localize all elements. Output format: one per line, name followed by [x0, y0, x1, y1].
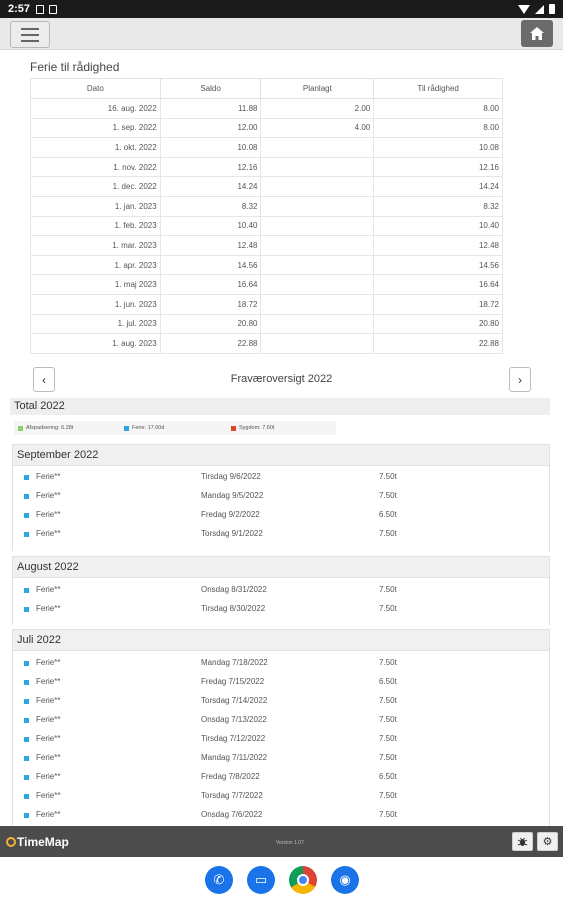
table-cell: 10.40 — [160, 216, 261, 236]
entry-date: Torsdag 7/14/2022 — [201, 696, 268, 705]
column-header: Til rådighed — [374, 79, 503, 99]
version-label: Version 1.07 — [276, 840, 304, 846]
table-cell: 16.64 — [374, 275, 503, 295]
list-item[interactable] — [24, 752, 544, 771]
table-cell — [261, 275, 374, 295]
entry-kind: Ferie** — [36, 696, 61, 705]
table-cell: 1. maj 2023 — [31, 275, 161, 295]
next-year-button[interactable]: › — [509, 367, 531, 392]
sim-icon — [36, 5, 44, 14]
list-item[interactable] — [24, 657, 544, 676]
ferie-color-icon — [24, 661, 29, 666]
entry-date: Onsdag 7/6/2022 — [201, 810, 263, 819]
android-dock — [0, 857, 563, 900]
table-cell: 1. jul. 2023 — [31, 314, 161, 334]
list-item[interactable] — [24, 695, 544, 714]
entry-kind: Ferie** — [36, 604, 61, 613]
table-cell — [261, 236, 374, 256]
entry-date: Fredag 9/2/2022 — [201, 510, 260, 519]
ferie-color-icon — [24, 794, 29, 799]
list-item[interactable] — [24, 584, 544, 603]
entry-hours: 7.50t — [379, 472, 397, 481]
table-cell — [261, 196, 374, 216]
entry-kind: Ferie** — [36, 510, 61, 519]
entry-hours: 7.50t — [379, 791, 397, 800]
table-cell: 2.00 — [261, 99, 374, 119]
entry-kind: Ferie** — [36, 791, 61, 800]
entry-kind: Ferie** — [36, 753, 61, 762]
legend-item — [124, 425, 164, 431]
legend-label: Ferie: 17.00d — [132, 425, 165, 431]
table-cell: 1. jan. 2023 — [31, 196, 161, 216]
table-cell: 12.16 — [374, 157, 503, 177]
hamburger-icon[interactable] — [10, 21, 50, 48]
entry-hours: 6.50t — [379, 510, 397, 519]
table-cell: 14.56 — [374, 255, 503, 275]
table-cell — [261, 138, 374, 158]
table-cell: 1. apr. 2023 — [31, 255, 161, 275]
logo-text: TimeMap — [17, 835, 69, 849]
list-item[interactable] — [24, 528, 544, 547]
entry-date: Torsdag 9/1/2022 — [201, 529, 263, 538]
entry-kind: Ferie** — [36, 472, 61, 481]
entry-hours: 7.50t — [379, 715, 397, 724]
entry-hours: 7.50t — [379, 734, 397, 743]
entry-kind: Ferie** — [36, 491, 61, 500]
table-cell: 1. sep. 2022 — [31, 118, 161, 138]
table-cell: 10.08 — [160, 138, 261, 158]
table-cell: 10.08 — [374, 138, 503, 158]
table-cell: 18.72 — [374, 294, 503, 314]
list-item[interactable] — [24, 603, 544, 622]
table-cell: 20.80 — [160, 314, 261, 334]
column-header: Planlagt — [261, 79, 374, 99]
messages-icon[interactable]: ▭ — [247, 866, 275, 894]
table-cell: 1. okt. 2022 — [31, 138, 161, 158]
home-icon — [530, 27, 544, 40]
entry-hours: 7.50t — [379, 753, 397, 762]
ferie-color-icon — [24, 513, 29, 518]
table-cell: 18.72 — [160, 294, 261, 314]
table-row — [31, 294, 503, 314]
table-cell — [261, 314, 374, 334]
bug-report-button[interactable] — [512, 832, 533, 851]
table-cell — [261, 177, 374, 197]
list-item[interactable] — [24, 509, 544, 528]
status-bar — [0, 0, 563, 18]
ferie-color-icon — [24, 775, 29, 780]
entry-kind: Ferie** — [36, 772, 61, 781]
timemap-logo — [6, 835, 69, 849]
status-time: 2:57 — [8, 3, 31, 15]
ferie-color-icon — [24, 494, 29, 499]
settings-button[interactable] — [537, 832, 558, 851]
entry-hours: 7.50t — [379, 585, 397, 594]
table-cell: 12.48 — [374, 236, 503, 256]
table-cell: 20.80 — [374, 314, 503, 334]
table-cell: 16. aug. 2022 — [31, 99, 161, 119]
phone-icon[interactable]: ✆ — [205, 866, 233, 894]
ferie-color-icon — [24, 813, 29, 818]
prev-year-button[interactable]: ‹ — [33, 367, 55, 392]
list-item[interactable] — [24, 471, 544, 490]
table-cell: 16.64 — [160, 275, 261, 295]
wifi-icon — [518, 5, 530, 14]
table-cell: 8.00 — [374, 99, 503, 119]
logo-ring-icon — [6, 837, 16, 847]
table-row — [31, 314, 503, 334]
overview-title: Fraværoversigt 2022 — [230, 373, 333, 385]
bug-icon — [517, 836, 528, 847]
entry-date: Onsdag 8/31/2022 — [201, 585, 267, 594]
table-row — [31, 99, 503, 119]
list-item[interactable] — [24, 676, 544, 695]
entry-date: Mandag 7/11/2022 — [201, 753, 268, 762]
ferie-color-icon — [24, 588, 29, 593]
app-bar — [0, 18, 563, 50]
table-row — [31, 255, 503, 275]
entry-hours: 7.50t — [379, 696, 397, 705]
ferie-color-icon — [24, 756, 29, 761]
table-cell: 4.00 — [261, 118, 374, 138]
table-cell: 8.32 — [374, 196, 503, 216]
entry-hours: 7.50t — [379, 491, 397, 500]
table-cell: 8.32 — [160, 196, 261, 216]
entry-date: Mandag 7/18/2022 — [201, 658, 268, 667]
list-item[interactable] — [24, 790, 544, 809]
entry-date: Fredag 7/8/2022 — [201, 772, 260, 781]
column-header: Saldo — [160, 79, 261, 99]
chrome-icon[interactable] — [289, 866, 317, 894]
table-row — [31, 236, 503, 256]
list-item[interactable] — [24, 771, 544, 790]
ferie-color-icon — [24, 699, 29, 704]
entry-hours: 7.50t — [379, 658, 397, 667]
entry-hours: 6.50t — [379, 677, 397, 686]
table-cell: 14.24 — [374, 177, 503, 197]
table-cell: 10.40 — [374, 216, 503, 236]
month-title: August 2022 — [13, 557, 549, 578]
table-row — [31, 157, 503, 177]
table-cell: 12.16 — [160, 157, 261, 177]
entry-date: Tirsdag 8/30/2022 — [201, 604, 266, 613]
table-cell — [261, 157, 374, 177]
table-row — [31, 334, 503, 354]
ferie-color-icon — [24, 737, 29, 742]
total-legend — [14, 421, 336, 435]
entry-hours: 7.50t — [379, 810, 397, 819]
list-item[interactable] — [24, 733, 544, 752]
ferie-color-icon — [24, 475, 29, 480]
home-button[interactable] — [521, 20, 553, 47]
table-row — [31, 196, 503, 216]
table-cell — [261, 255, 374, 275]
legend-label: Sygdom: 7.60t — [239, 425, 275, 431]
month-title: September 2022 — [13, 445, 549, 466]
table-cell: 14.24 — [160, 177, 261, 197]
table-row — [31, 275, 503, 295]
entry-date: Mandag 9/5/2022 — [201, 491, 264, 500]
entry-date: Tirsdag 9/6/2022 — [201, 472, 261, 481]
entry-kind: Ferie** — [36, 810, 61, 819]
table-cell: 22.88 — [160, 334, 261, 354]
table-cell: 11.88 — [160, 99, 261, 119]
entry-kind: Ferie** — [36, 585, 61, 594]
vacation-title: Ferie til rådighed — [30, 60, 120, 74]
gear-icon: ⚙ — [542, 836, 553, 848]
entry-kind: Ferie** — [36, 529, 61, 538]
table-cell: 1. mar. 2023 — [31, 236, 161, 256]
legend-swatch — [231, 426, 236, 431]
table-cell: 12.48 — [160, 236, 261, 256]
legend-swatch — [124, 426, 129, 431]
entry-date: Onsdag 7/13/2022 — [201, 715, 267, 724]
table-cell: 8.00 — [374, 118, 503, 138]
entry-kind: Ferie** — [36, 734, 61, 743]
list-item[interactable] — [24, 714, 544, 733]
vacation-table — [30, 78, 503, 354]
app-footer — [0, 826, 563, 857]
table-cell — [261, 216, 374, 236]
entry-kind: Ferie** — [36, 715, 61, 724]
table-cell: 1. nov. 2022 — [31, 157, 161, 177]
signal-icon — [535, 5, 544, 14]
table-row — [31, 138, 503, 158]
total-header: Total 2022 — [10, 398, 550, 415]
table-cell: 14.56 — [160, 255, 261, 275]
table-cell — [261, 334, 374, 354]
column-header: Dato — [31, 79, 161, 99]
table-cell: 1. dec. 2022 — [31, 177, 161, 197]
entry-hours: 7.50t — [379, 604, 397, 613]
table-cell: 12.00 — [160, 118, 261, 138]
table-row — [31, 118, 503, 138]
table-cell: 1. feb. 2023 — [31, 216, 161, 236]
ferie-color-icon — [24, 532, 29, 537]
entry-date: Torsdag 7/7/2022 — [201, 791, 263, 800]
table-cell: 1. jun. 2023 — [31, 294, 161, 314]
table-row — [31, 177, 503, 197]
legend-item — [18, 425, 73, 431]
camera-icon[interactable]: ◉ — [331, 866, 359, 894]
table-cell — [261, 294, 374, 314]
legend-swatch — [18, 426, 23, 431]
entry-hours: 6.50t — [379, 772, 397, 781]
table-cell: 22.88 — [374, 334, 503, 354]
month-title: Juli 2022 — [13, 630, 549, 651]
table-cell: 1. aug. 2023 — [31, 334, 161, 354]
entry-date: Tirsdag 7/12/2022 — [201, 734, 266, 743]
entry-kind: Ferie** — [36, 677, 61, 686]
entry-date: Fredag 7/15/2022 — [201, 677, 265, 686]
entry-hours: 7.50t — [379, 529, 397, 538]
ferie-color-icon — [24, 607, 29, 612]
battery-icon — [549, 4, 555, 14]
ferie-color-icon — [24, 718, 29, 723]
ferie-color-icon — [24, 680, 29, 685]
list-item[interactable] — [24, 490, 544, 509]
entry-kind: Ferie** — [36, 658, 61, 667]
legend-label: Afspadsering: 6.28t — [26, 425, 74, 431]
legend-item — [231, 425, 274, 431]
clipboard-icon — [49, 5, 57, 14]
table-row — [31, 216, 503, 236]
